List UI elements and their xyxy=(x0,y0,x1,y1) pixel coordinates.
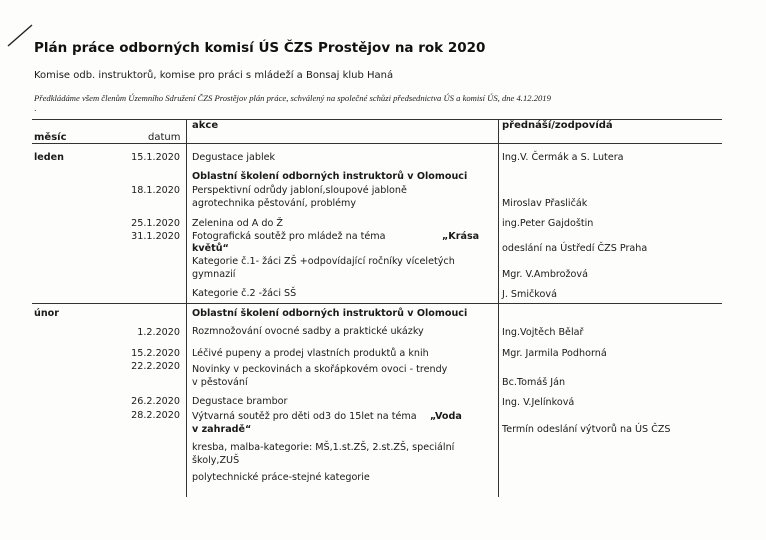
row-responsible: odeslání na Ústředí ČZS Praha xyxy=(502,243,648,254)
row-responsible: Bc.Tomáš Ján xyxy=(502,377,566,388)
table-top-rule xyxy=(32,119,722,120)
row-action-continued: gymnazií xyxy=(192,269,236,280)
row-responsible: ing.Peter Gajdoštin xyxy=(502,218,594,229)
row-action-theme: „Krása xyxy=(442,231,480,242)
row-action: Kategorie č.1- žáci ZŠ +odpovídající ročníky víceletých xyxy=(192,256,455,267)
row-action: Perspektivní odrůdy jabloní,sloupové jabloně xyxy=(192,185,407,196)
row-action-continued: v pěstování xyxy=(192,377,248,388)
intro-note: Předkládáme všem členům Územního Sdružení ČZS Prostějov plán práce, schválený na společné schůzi předsednictva ÚS a komisí ÚS, dne 4.12.2019 xyxy=(34,93,551,103)
pen-stroke-mark xyxy=(6,22,36,50)
row-action: Výtvarná soutěž pro děti od3 do 15let na téma xyxy=(192,411,417,422)
row-action-theme-continued: v zahradě“ xyxy=(192,424,252,435)
row-action-heading: Oblastní školení odborných instruktorů v Olomouci xyxy=(192,171,468,182)
row-responsible: Termín odeslání výtvorů na ÚS ČZS xyxy=(502,424,671,435)
row-responsible: Ing.V. Čermák a S. Lutera xyxy=(502,152,624,163)
month-label-february: únor xyxy=(34,308,59,319)
row-action: Fotografická soutěž pro mládež na téma xyxy=(192,231,386,242)
row-responsible: Ing.Vojtěch Bělař xyxy=(502,327,584,338)
page-subtitle: Komise odb. instruktorů, komise pro práci s mládeží a Bonsaj klub Haná xyxy=(34,70,394,81)
column-header-responsible: přednáší/zodpovídá xyxy=(502,120,613,131)
row-action-continued: agrotechnika pěstování, problémy xyxy=(192,198,357,209)
row-date: 15.2.2020 xyxy=(131,348,180,359)
row-date: 15.1.2020 xyxy=(131,152,180,163)
stray-dot: . xyxy=(34,104,37,113)
month-label-january: leden xyxy=(34,152,64,163)
row-responsible: Mgr. V.Ambrožová xyxy=(502,269,588,280)
table-column-rule-2 xyxy=(498,119,499,497)
row-action-theme-continued: květů“ xyxy=(192,243,229,254)
row-date: 28.2.2020 xyxy=(131,410,180,421)
row-date: 22.2.2020 xyxy=(131,361,180,372)
row-responsible: Mgr. Jarmila Podhorná xyxy=(502,348,607,359)
row-responsible: Miroslav Přasličák xyxy=(502,198,588,209)
row-action: Degustace brambor xyxy=(192,396,288,407)
row-responsible: Ing. V.Jelínková xyxy=(502,397,575,408)
row-date: 31.1.2020 xyxy=(131,231,180,242)
row-action: Zelenina od A do Ž xyxy=(192,218,284,229)
row-action: Degustace jablek xyxy=(192,152,276,163)
row-action-continued: školy,ZUŠ xyxy=(192,455,240,466)
table-header-rule xyxy=(32,143,722,144)
row-date: 1.2.2020 xyxy=(137,327,180,338)
table-column-rule-1 xyxy=(186,119,187,497)
row-date: 25.1.2020 xyxy=(131,218,180,229)
row-action: Léčivé pupeny a prodej vlastních produktů a knih xyxy=(192,348,429,359)
row-action: Kategorie č.2 -žáci SŠ xyxy=(192,288,297,299)
row-action-theme: „Voda xyxy=(430,411,462,422)
month-divider-rule xyxy=(32,303,722,304)
row-action: Rozmnožování ovocné sadby a praktické ukázky xyxy=(192,326,424,337)
column-header-date: datum xyxy=(148,132,181,143)
row-date: 18.1.2020 xyxy=(131,185,180,196)
row-action: kresba, malba-kategorie: MŠ,1.st.ZŠ, 2.st.ZŠ, speciální xyxy=(192,442,455,453)
column-header-month: měsíc xyxy=(34,132,67,143)
row-action-heading: Oblastní školení odborných instruktorů v Olomouci xyxy=(192,308,468,319)
row-action: polytechnické práce-stejné kategorie xyxy=(192,472,370,483)
page-title: Plán práce odborných komisí ÚS ČZS Prostějov na rok 2020 xyxy=(34,40,486,56)
row-action: Novinky v peckovinách a skořápkovém ovoci - trendy xyxy=(192,364,448,375)
column-header-action: akce xyxy=(192,120,219,131)
row-responsible: J. Smičková xyxy=(502,289,557,300)
row-date: 26.2.2020 xyxy=(131,396,180,407)
